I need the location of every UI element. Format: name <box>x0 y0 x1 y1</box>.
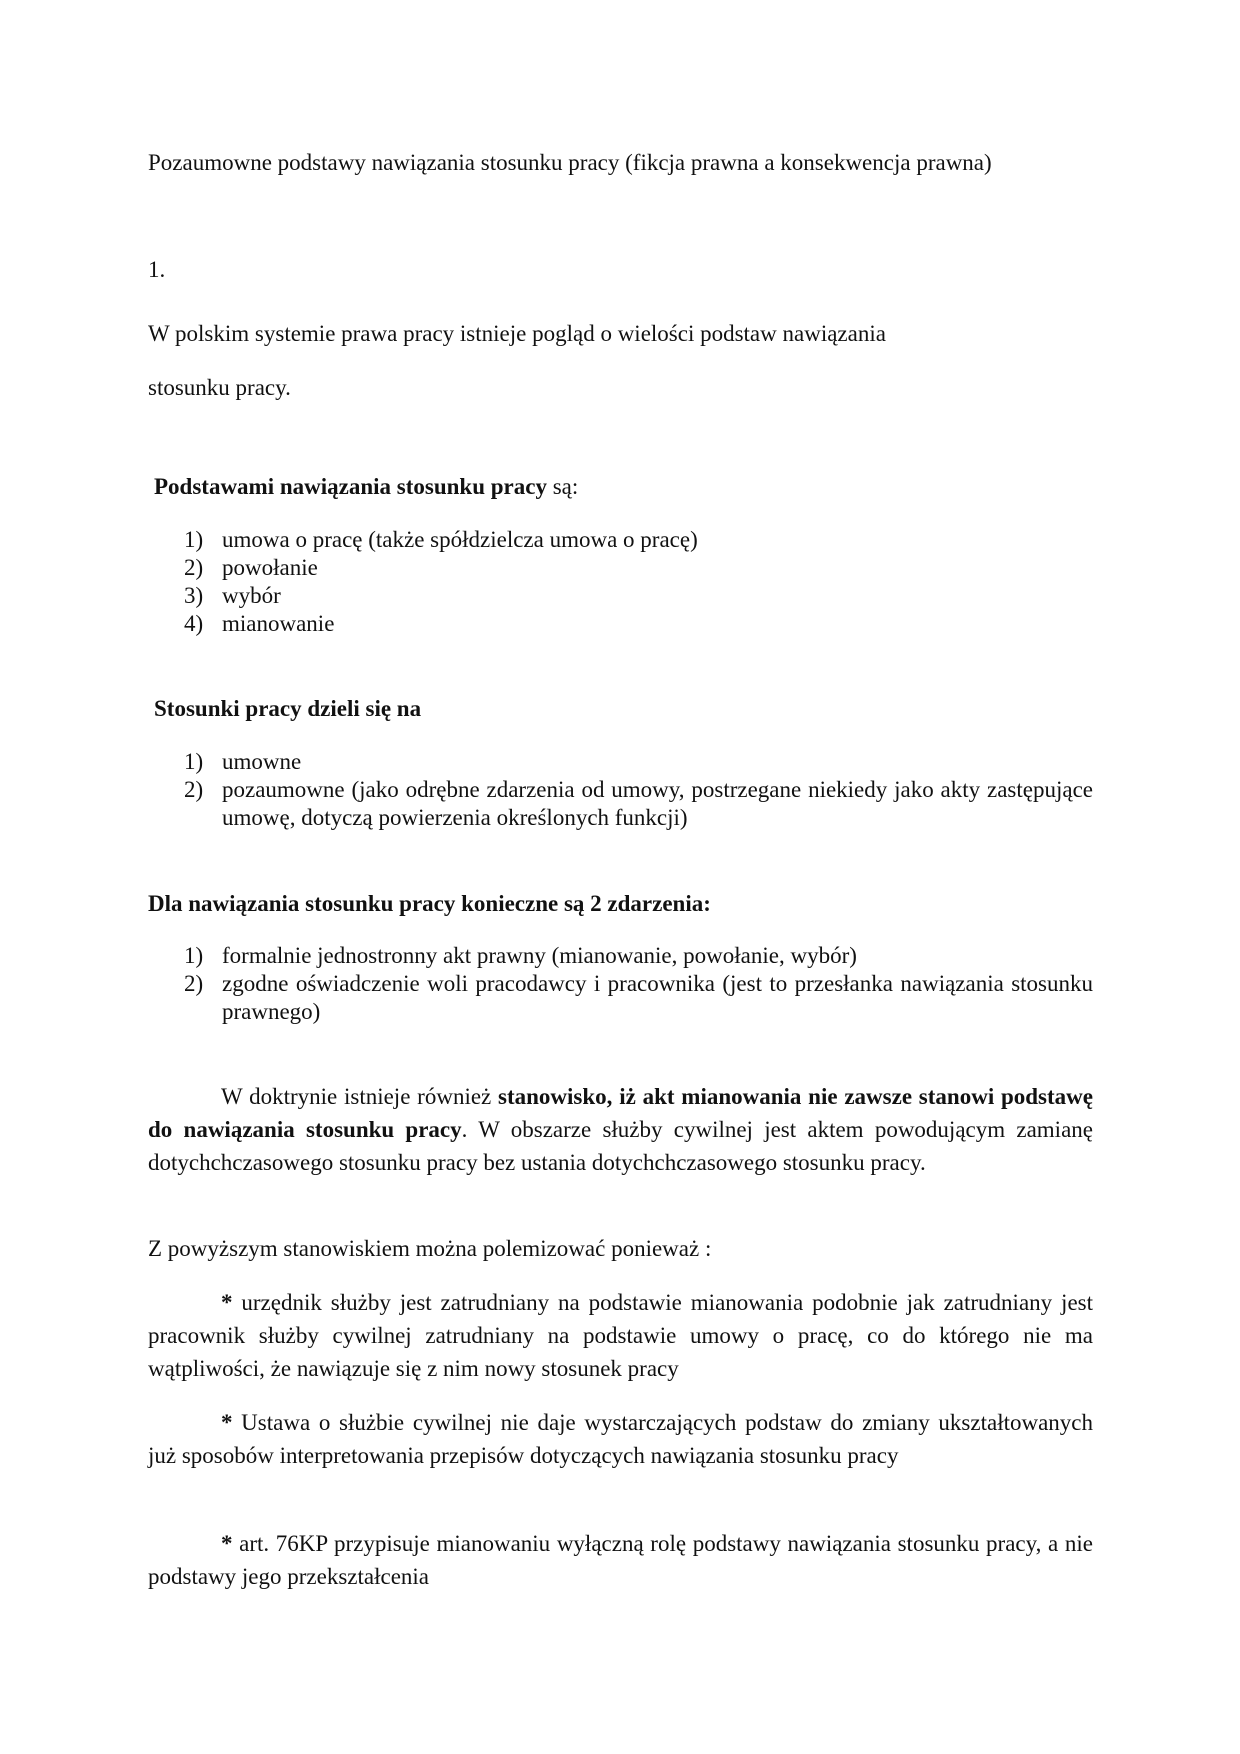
list-text: wybór <box>222 583 281 608</box>
list-number: 2) <box>184 777 204 802</box>
doctrine-bold: stanowisko, iż akt mianowania nie zawsze stanowi podstawę do nawiązania stosunku pracy <box>148 1084 1093 1142</box>
list-number: 2) <box>184 555 204 580</box>
document-title: Pozaumowne podstawy nawiązania stosunku pracy (fikcja prawna a konsekwencja prawna) <box>148 150 992 175</box>
events-list <box>148 942 1093 1026</box>
bases-heading-bold: Podstawami nawiązania stosunku pracy <box>154 474 547 499</box>
list-text: pozaumowne (jako odrębne zdarzenia od umowy, postrzegane niekiedy jako akty zastępujące umowę, dotyczą powierzenia określonych funkcji) <box>222 777 1093 830</box>
section-number: 1. <box>148 257 166 282</box>
list-number: 3) <box>184 583 204 608</box>
bullet-text: urzędnik służby jest zatrudniany na podstawie mianowania podobnie jak zatrudniany jest pracownik służby cywilnej zatrudniany na podstawie umowy o pracę, co do którego nie ma wątpliwości, że nawiązuje się z nim nowy stosunek pracy <box>148 1290 1093 1381</box>
intro-line-2: stosunku pracy. <box>148 375 291 400</box>
bases-heading-rest: są: <box>546 474 579 499</box>
bullet-text: Ustawa o służbie cywilnej nie daje wystarczających podstaw do zmiany ukształtowanych już sposobów interpretowania przepisów dotyczących nawiązania stosunku pracy <box>148 1410 1093 1468</box>
intro-line-1: W polskim systemie prawa pracy istnieje pogląd o wielości podstaw nawiązania <box>148 321 886 346</box>
bullet-mark: * <box>221 1290 233 1315</box>
list-text: mianowanie <box>222 611 335 636</box>
list-item <box>148 748 1093 776</box>
list-text: powołanie <box>222 555 318 580</box>
list-text: umowne <box>222 749 302 774</box>
list-number: 1) <box>184 943 204 968</box>
bullet-text: art. 76KP przypisuje mianowaniu wyłączną rolę podstawy nawiązania stosunku pracy, a nie podstawy jego przekształcenia <box>148 1531 1093 1589</box>
bullet-paragraph <box>148 1286 1093 1385</box>
doctrine-paragraph <box>148 1080 1093 1179</box>
bases-list <box>148 526 1093 638</box>
bullet-paragraph <box>148 1527 1093 1593</box>
list-item <box>148 776 1093 832</box>
polemic-text: Z powyższym stanowiskiem można polemizować ponieważ : <box>148 1236 712 1261</box>
doctrine-text-2: . W obszarze służby cywilnej jest aktem powodującym zamianę dotychchczasowego stosunku pracy bez ustania dotychchczasowego stosunku pracy. <box>148 1117 1093 1175</box>
events-heading: Dla nawiązania stosunku pracy konieczne są 2 zdarzenia: <box>148 891 711 916</box>
list-number: 1) <box>184 527 204 552</box>
list-item <box>148 582 1093 610</box>
intro-paragraph <box>148 307 1093 415</box>
list-text: zgodne oświadczenie woli pracodawcy i pracownika (jest to przesłanka nawiązania stosunku prawnego) <box>222 971 1093 1024</box>
list-item <box>148 526 1093 554</box>
list-item <box>148 942 1093 970</box>
bullet-paragraph <box>148 1406 1093 1472</box>
list-item <box>148 610 1093 638</box>
bullet-mark: * <box>221 1410 233 1435</box>
list-number: 1) <box>184 749 204 774</box>
division-heading: Stosunki pracy dzieli się na <box>154 696 422 721</box>
list-number: 2) <box>184 971 204 996</box>
list-text: umowa o pracę (także spółdzielcza umowa o pracę) <box>222 527 698 552</box>
division-list <box>148 748 1093 832</box>
doctrine-text-1: W doktrynie istnieje również <box>221 1084 499 1109</box>
bullet-mark: * <box>221 1531 233 1556</box>
list-item <box>148 970 1093 1026</box>
bases-heading <box>154 470 1099 503</box>
list-number: 4) <box>184 611 204 636</box>
list-item <box>148 554 1093 582</box>
list-text: formalnie jednostronny akt prawny (mianowanie, powołanie, wybór) <box>222 943 857 968</box>
